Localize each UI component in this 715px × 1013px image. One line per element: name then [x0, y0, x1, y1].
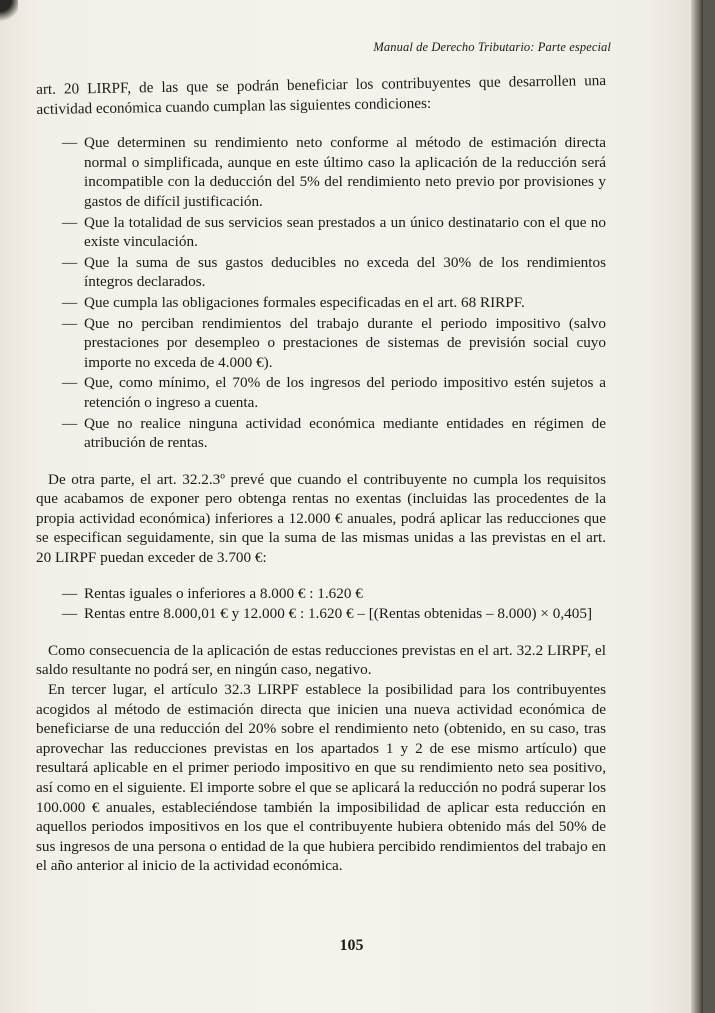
condition-text: Que no perciban rendimientos del trabajo durante el periodo impositivo (salvo prestaciones por desempleo o prestaciones de sistemas de previsión social cuyo importe no exceda de 4.000 €). [84, 314, 606, 371]
dash-bullet: — [62, 414, 78, 432]
page-body [36, 72, 607, 876]
dash-bullet: — [62, 253, 78, 271]
page-corner-shadow [0, 0, 18, 22]
condition-text: Que determinen su rendimiento neto conforme al método de estimación directa normal o simplificada, aunque en este último caso la aplicación de la reducción será incompatible con la deducción del 5% del rendimiento neto previo por provisiones y gastos de difícil justificación. [84, 134, 606, 210]
dash-bullet: — [62, 293, 78, 311]
page-edge-shadow [691, 0, 703, 1013]
dash-bullet: — [62, 374, 78, 392]
condition-text: Que no realice ninguna actividad económica mediante entidades en régimen de atribución de rentas. [84, 414, 606, 452]
dash-bullet: — [62, 584, 78, 602]
dash-bullet: — [62, 134, 78, 152]
paragraph-other-part: De otra parte, el art. 32.2.3º prevé que cuando el contribuyente no cumpla los requisitos que acabamos de exponer pero obtenga rentas no exentas (incluidas las procedentes de la propia actividad económica) inferiores a 12.000 € anuales, podrá aplicar las reducciones que se especifican seguidamente, sin que la suma de las mismas unidas a las previstas en el art. 20 LIRPF puedan exceder de 3.700 €: [36, 470, 606, 567]
list-item [36, 373, 606, 412]
income-rule-text: Rentas iguales o inferiores a 8.000 € : 1.620 € [84, 584, 363, 602]
condition-text: Que cumpla las obligaciones formales especificadas en el art. 68 RIRPF. [84, 293, 525, 311]
list-item [36, 604, 606, 624]
dash-bullet: — [62, 213, 78, 231]
dash-bullet: — [62, 605, 78, 623]
list-item [36, 253, 606, 292]
list-item [36, 213, 606, 252]
intro-paragraph: art. 20 LIRPF, de las que se podrán beneficiar los contribuyentes que desarrollen una actividad económica cuando cumplan las siguientes condiciones: [36, 72, 607, 118]
list-item [36, 584, 606, 604]
paragraph-consequence: Como consecuencia de la aplicación de estas reducciones previstas en el art. 32.2 LIRPF, el saldo resultante no podrá ser, en ningún caso, negativo. [36, 641, 606, 679]
condition-text: Que, como mínimo, el 70% de los ingresos del periodo impositivo estén sujetos a retención o ingreso a cuenta. [84, 374, 606, 411]
income-rules-list [36, 584, 606, 624]
condition-text: Que la suma de sus gastos deducibles no exceda del 30% de los rendimientos íntegros declarados. [84, 253, 606, 291]
condition-text: Que la totalidad de sus servicios sean prestados a un único destinatario con el que no existe vinculación. [84, 213, 606, 251]
running-header: Manual de Derecho Tributario: Parte especial [373, 40, 611, 54]
list-item [36, 314, 606, 373]
list-item [36, 414, 606, 453]
list-item [36, 293, 606, 313]
conditions-list [36, 133, 606, 453]
income-rule-text: Rentas entre 8.000,01 € y 12.000 € : 1.620 € – [(Rentas obtenidas – 8.000) × 0,405] [84, 605, 592, 623]
paragraph-third: En tercer lugar, el artículo 32.3 LIRPF establece la posibilidad para los contribuyentes acogidos al método de estimación directa que inicien una nueva actividad económica de beneficiarse de una reducción del 20% sobre el rendimiento neto (obtenido, en su caso, tras aprovechar las reducciones previstas en los apartados 1 y 2 de ese mismo artículo) que resultará aplicable en el primer periodo impositivo en que su rendimiento neto sea positivo, así como en el siguiente. El importe sobre el que se aplicará la reducción no podrá superar los 100.000 € anuales, estableciéndose también la imposibilidad de aplicar esta reducción en aquellos periodos impositivos en los que el contribuyente hubiera obtenido más del 50% de sus ingresos de una persona o entidad de la que hubiera percibido rendimientos del trabajo en el año anterior al inicio de la actividad económica. [36, 681, 606, 875]
page-number: 105 [339, 937, 364, 954]
dash-bullet: — [62, 314, 78, 332]
list-item [36, 133, 606, 211]
